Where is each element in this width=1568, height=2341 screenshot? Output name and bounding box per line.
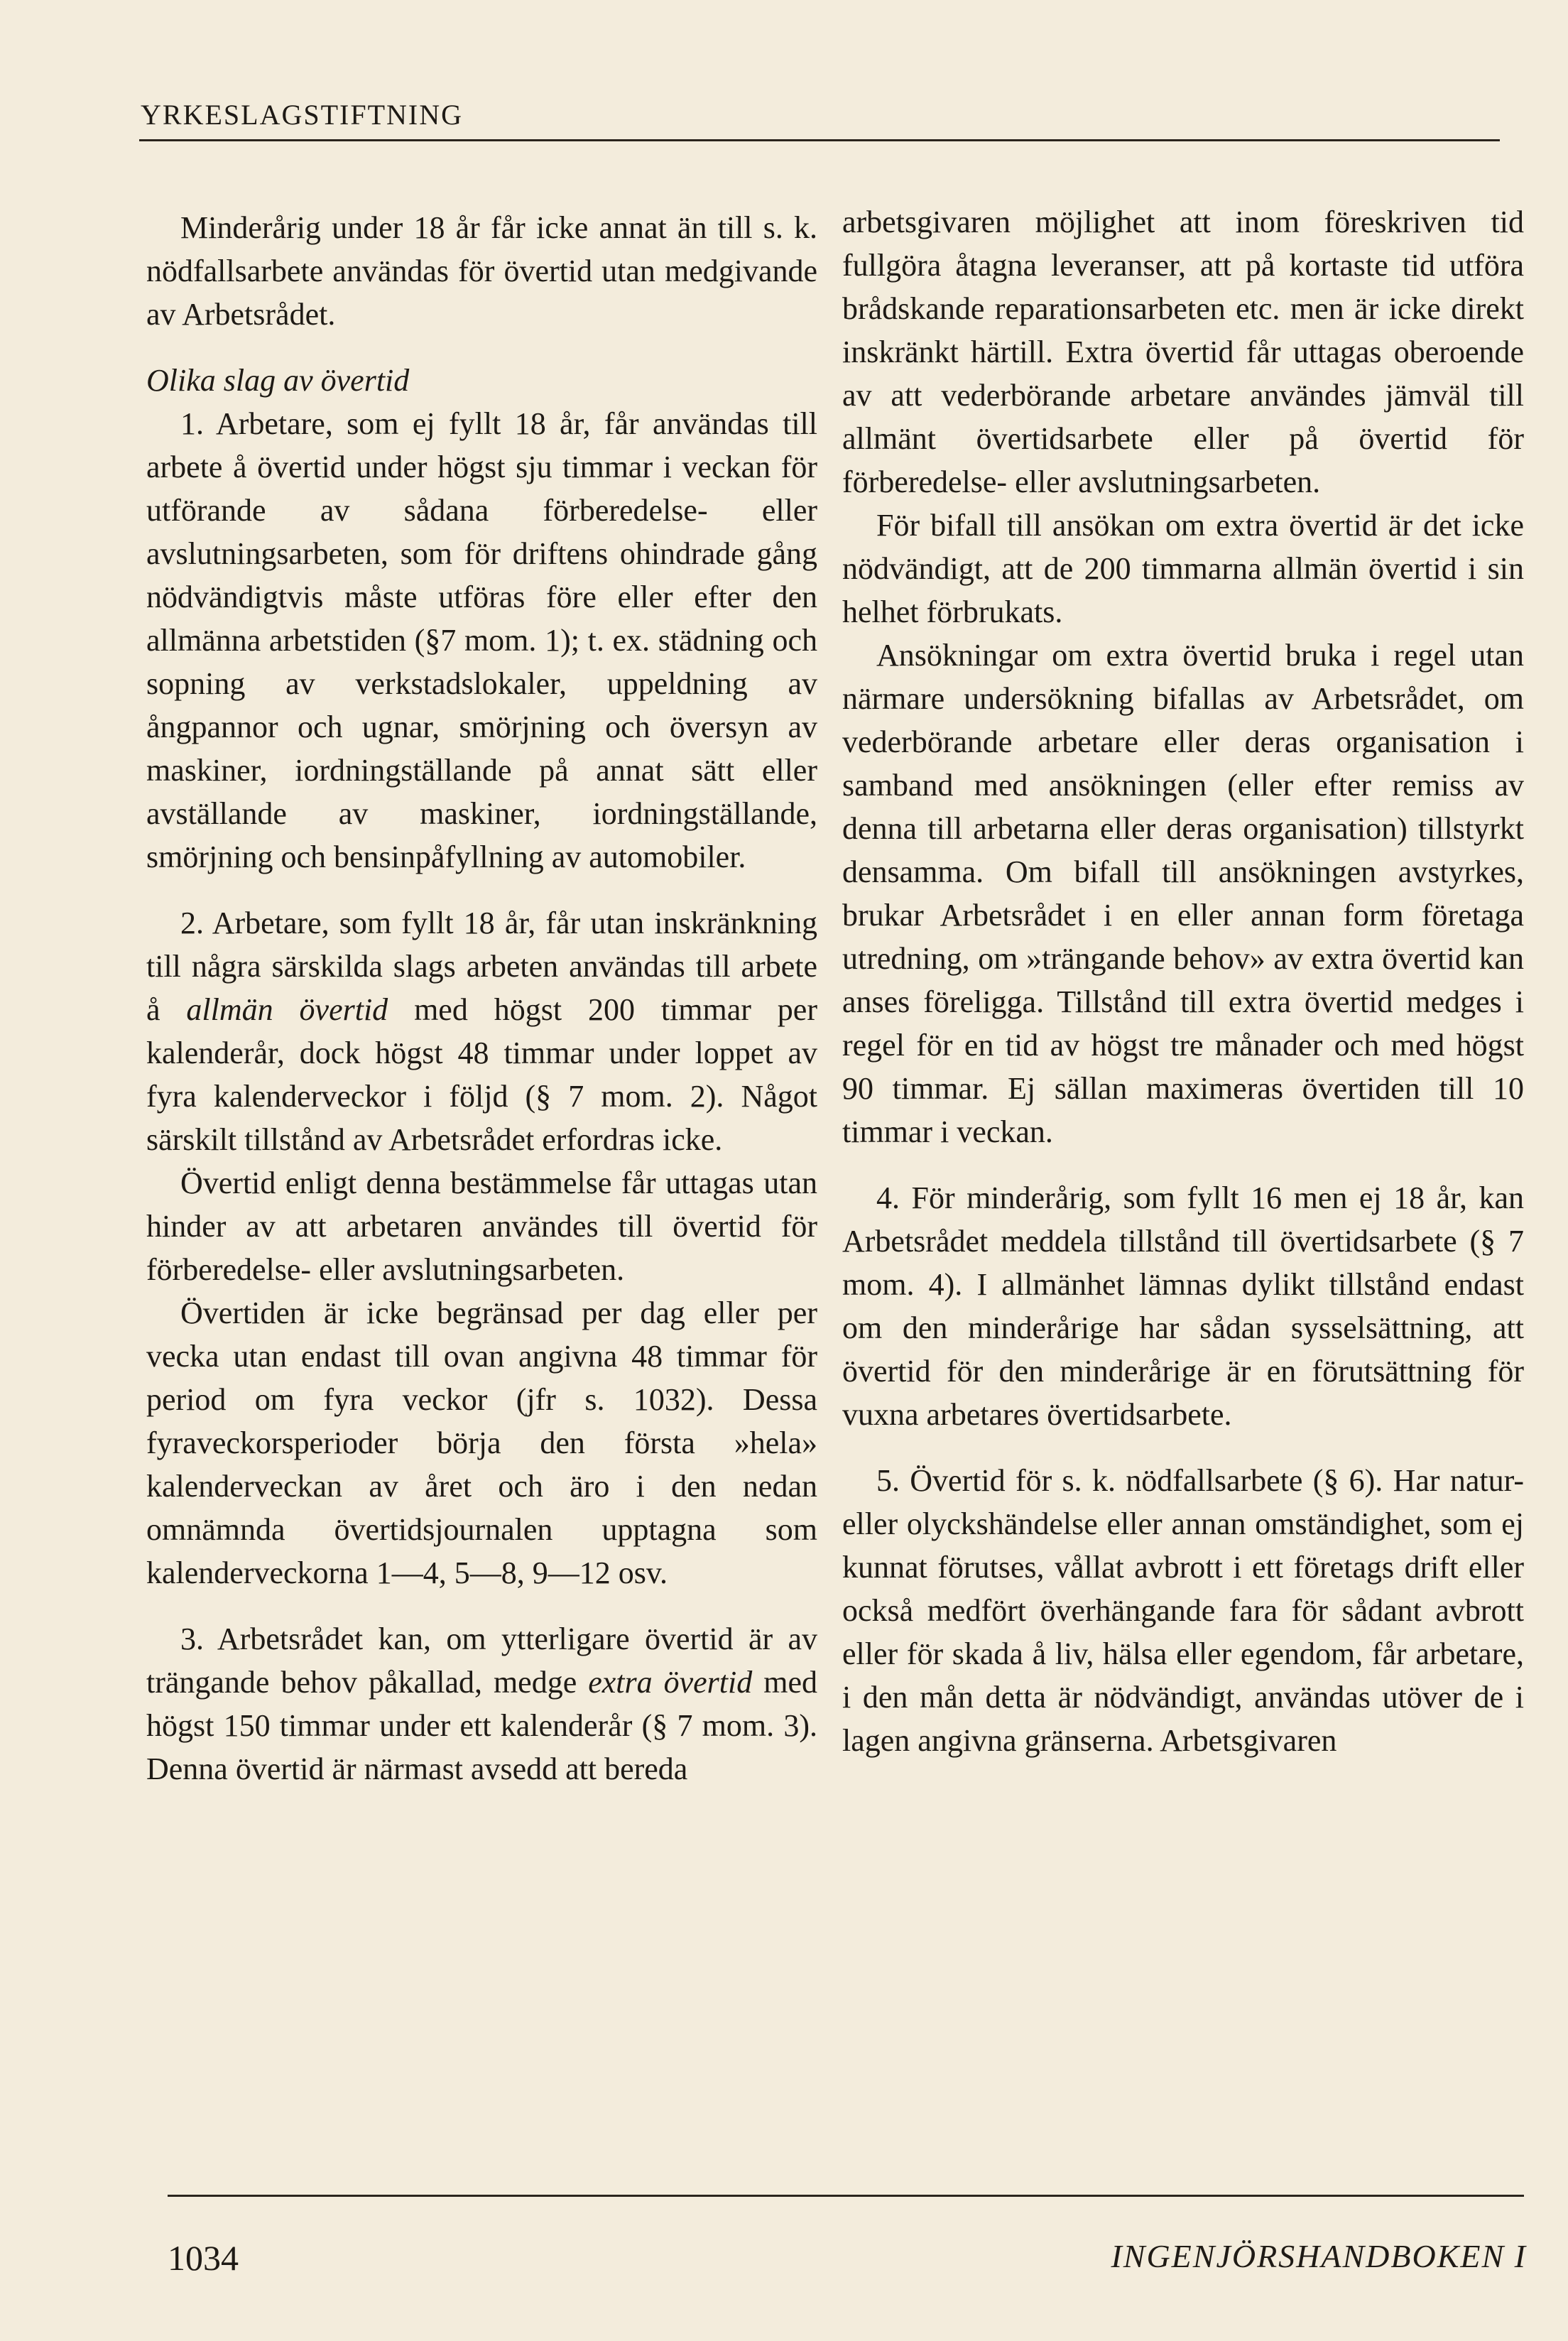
paragraph-item-1: 1. Arbetare, som ej fyllt 18 år, får användas till arbete å övertid under högst sju timmar i veckan för utförande av sådana förberedelse- eller avslutningsarbeten, som för driftens ohindrade gång nödvändigtvis måste utföras före eller efter den allmänna arbetstiden (§7 mom. 1); t. ex. städning och sopning av verkstadslokaler, uppeldning av ångpannor och ugnar, smörjning och översyn av maskiner, iordningställande på annat sätt eller avställande av maskiner, iordningställande, smörjning och bensinpåfyllning av automobiler.: [146, 406, 817, 874]
running-title: YRKESLAGSTIFTNING: [141, 99, 463, 131]
paragraph-employer-continued: arbetsgivaren möjlighet att inom föreskriven tid fullgöra åtagna leveranser, att på kortaste tid utföra brådskande reparationsarbeten etc. men är icke direkt inskränkt härtill. Extra övertid får uttagas oberoende av att vederbörande arbetare användes jämväl till allmänt övertidsarbete eller på övertid för förberedelse- eller avslutningsarbeten.: [842, 205, 1524, 499]
page-number: 1034: [168, 2238, 239, 2278]
item-3-text-a: 3. Arbetsrådet kan, om ytterligare övertid är av trängande behov påkallad, medge: [146, 1622, 817, 1700]
item-2-text-a: 2. Arbetare, som fyllt 18 år, får utan inskränkning till några särskilda slags arbeten användas till arbete å: [146, 906, 817, 1027]
footer-rule: [168, 2195, 1524, 2197]
section-heading-overtime-types: Olika slag av övertid: [146, 363, 410, 398]
paragraph-overtime-limit: Övertiden är icke begränsad per dag eller per vecka utan endast till ovan angivna 48 timmar för period om fyra veckor (jfr s. 1032). Dessa fyraveckorsperioder börja den första »hela» kalenderveckan av året och äro i den nedan omnämnda övertidsjournalen upptagna som kalenderveckorna 1—4, 5—8, 9—12 osv.: [146, 1296, 817, 1590]
paragraph-item-5: 5. Övertid för s. k. nödfallsarbete (§ 6). Har natur- eller olyckshändelse eller annan omständighet, som ej kunnat förutses, vållat avbrott i ett företags drift eller också medfört överhängande fara för sådant avbrott eller för skada å liv, hälsa eller egendom, får arbetare, i den mån detta är nödvändigt, användas utöver de i lagen angivna gränserna. Arbetsgivaren: [842, 1463, 1524, 1758]
paragraph-overtime-rule: Övertid enligt denna bestämmelse får uttagas utan hinder av att arbetaren användes till övertid för förberedelse- eller avslutningsarbeten.: [146, 1166, 817, 1287]
paragraph-item-2: [146, 901, 817, 1161]
paragraph-applications: Ansökningar om extra övertid bruka i regel utan närmare undersökning bifallas av Arbetsrådet, om vederbörande arbetare eller deras organisation i samband med ansökningen (eller efter remiss av denna till arbetarna eller deras organisation) tillstyrkt densamma. Om bifall till ansökningen avstyrkes, brukar Arbetsrådet i en eller annan form företaga utredning, om »trängande behov» av extra övertid kan anses föreligga. Tillstånd till extra övertid medges i regel för en tid av högst tre månader och med högst 90 timmar. Ej sällan maximeras övertiden till 10 timmar i veckan.: [842, 638, 1524, 1149]
paragraph-minor-emergency: Minderårig under 18 år får icke annat än till s. k. nödfallsarbete användas för övertid utan medgivande av Arbetsrådet.: [146, 210, 817, 332]
paragraph-approval: För bifall till ansökan om extra övertid är det icke nödvändigt, att de 200 timmarna allmän övertid i sin helhet förbrukats.: [842, 508, 1524, 629]
header-rule: [139, 139, 1500, 141]
right-column: [842, 200, 1524, 1762]
paragraph-item-4: 4. För minderårig, som fyllt 16 men ej 18 år, kan Arbetsrådet meddela tillstånd till övertidsarbete (§ 7 mom. 4). I allmänhet lämnas dylikt tillstånd endast om den minderårige har sådan sysselsättning, att övertid för den minderårige är en förutsättning för vuxna arbetares övertidsarbete.: [842, 1180, 1524, 1432]
paragraph-item-3: [146, 1617, 817, 1791]
item-3-text-b: med högst 150 timmar under ett kalenderår (§ 7 mom. 3). Denna övertid är närmast avsedd att bereda: [146, 1665, 817, 1786]
book-title: INGENJÖRSHANDBOKEN I: [1111, 2238, 1527, 2274]
item-2-emphasis: allmän övertid: [186, 992, 388, 1027]
item-2-text-b: med högst 200 timmar per kalenderår, dock högst 48 timmar under loppet av fyra kalenderveckor i följd (§ 7 mom. 2). Något särskilt tillstånd av Arbetsrådet erfordras icke.: [146, 992, 817, 1157]
left-column: [146, 206, 817, 1791]
item-3-emphasis: extra övertid: [588, 1665, 753, 1700]
